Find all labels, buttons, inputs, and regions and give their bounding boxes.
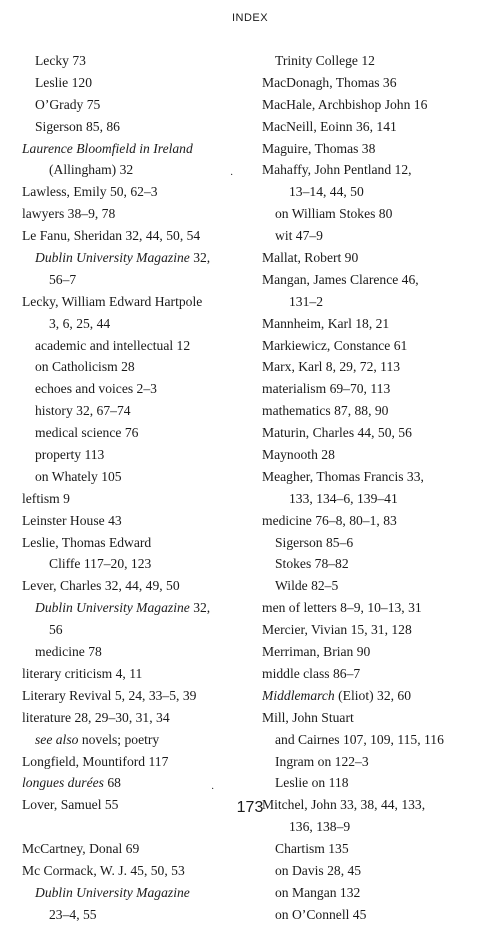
index-entry (22, 422, 252, 444)
entry-text: materialism 69–70, 113 (262, 381, 391, 397)
index-entry (262, 335, 494, 357)
entry-text: 13–14, 44, 50 (289, 184, 364, 200)
entry-text: Dublin University Magazine (35, 250, 190, 266)
index-entry (22, 575, 252, 597)
index-entry (22, 94, 252, 116)
entry-text: Mannheim, Karl 18, 21 (262, 315, 390, 331)
entry-text: Markiewicz, Constance 61 (262, 337, 408, 353)
index-entry (22, 356, 252, 378)
entry-text: Maynooth 28 (262, 447, 335, 463)
index-entry (262, 291, 494, 313)
index-entry (262, 138, 494, 160)
index-entry (22, 400, 252, 422)
entry-text: Mc Cormack, W. J. 45, 50, 53 (22, 862, 185, 878)
index-entry (22, 291, 252, 313)
entry-text: Sigerson 85, 86 (35, 118, 120, 134)
index-entry (22, 663, 252, 685)
index-entry (22, 751, 252, 773)
entry-text: Leslie 120 (35, 74, 93, 90)
index-entry (22, 619, 252, 641)
index-entry (262, 356, 494, 378)
index-entry (262, 663, 494, 685)
entry-text: Sigerson 85–6 (275, 534, 354, 550)
index-entry (262, 488, 494, 510)
index-entry (262, 225, 494, 247)
entry-text: 133, 134–6, 139–41 (289, 490, 398, 506)
index-entry (262, 553, 494, 575)
index-entry (22, 510, 252, 532)
entry-text: mathematics 87, 88, 90 (262, 403, 389, 419)
entry-text: and Cairnes 107, 109, 115, 116 (275, 731, 444, 747)
entry-text: Cliffe 117–20, 123 (49, 556, 152, 572)
stray-mark: · (230, 170, 234, 181)
index-entry (22, 378, 252, 400)
entry-text: 23–4, 55 (49, 906, 97, 922)
index-entry (22, 247, 252, 269)
entry-text: longues durées (22, 775, 104, 791)
entry-text: Leinster House 43 (22, 512, 122, 528)
index-entry (22, 882, 252, 904)
entry-text: medicine 76–8, 80–1, 83 (262, 512, 397, 528)
index-entry (22, 72, 252, 94)
index-entry (22, 532, 252, 554)
index-entry (22, 444, 252, 466)
entry-text: Middlemarch (262, 687, 335, 703)
index-entry (262, 685, 494, 707)
entry-text: Laurence Bloomfield in Ireland (22, 140, 193, 156)
entry-text: Ingram on 122–3 (275, 753, 369, 769)
index-entry (22, 860, 252, 882)
entry-text: leftism 9 (22, 490, 70, 506)
entry-text: on Mangan 132 (275, 884, 361, 900)
entry-text: literary criticism 4, 11 (22, 665, 143, 681)
entry-text: property 113 (35, 447, 105, 463)
section-gap (22, 816, 252, 838)
entry-text: Dublin University Magazine (35, 600, 190, 616)
index-entry (22, 225, 252, 247)
entry-text: MacDonagh, Thomas 36 (262, 74, 397, 90)
index-entry (22, 707, 252, 729)
index-entry (22, 181, 252, 203)
index-entry (22, 904, 252, 926)
entry-text: on Whately 105 (35, 468, 122, 484)
index-entry (22, 641, 252, 663)
entry-text: Maturin, Charles 44, 50, 56 (262, 425, 412, 441)
entry-text: on O’Connell 45 (275, 906, 367, 922)
entry-text: see also (35, 731, 79, 747)
index-entry (262, 50, 494, 72)
entry-text: on Catholicism 28 (35, 359, 135, 375)
entry-text: Meagher, Thomas Francis 33, (262, 468, 424, 484)
entry-text: wit 47–9 (275, 228, 323, 244)
index-entry (262, 72, 494, 94)
index-entry (22, 159, 252, 181)
index-entry (262, 94, 494, 116)
entry-text: 56–7 (49, 271, 77, 287)
entry-pages: 32, (189, 600, 211, 616)
entry-text: on William Stokes 80 (275, 206, 393, 222)
entry-text: Mercier, Vivian 15, 31, 128 (262, 622, 412, 638)
entry-pages: (Eliot) 32, 60 (334, 687, 412, 703)
entry-text: Marx, Karl 8, 29, 72, 113 (262, 359, 401, 375)
index-entry (262, 772, 494, 794)
entry-text: Maguire, Thomas 38 (262, 140, 376, 156)
entry-text: 136, 138–9 (289, 819, 351, 835)
index-entry (262, 269, 494, 291)
entry-text: Dublin University Magazine (35, 884, 190, 900)
entry-text: Lawless, Emily 50, 62–3 (22, 184, 158, 200)
index-entry (22, 269, 252, 291)
entry-text: Mahaffy, John Pentland 12, (262, 162, 412, 178)
entry-text: Trinity College 12 (275, 53, 375, 68)
index-entry (262, 860, 494, 882)
index-column-left (22, 50, 252, 926)
entry-text: Mill, John Stuart (262, 709, 354, 725)
entry-text: literature 28, 29–30, 31, 34 (22, 709, 170, 725)
entry-text: Lecky, William Edward Hartpole (22, 293, 203, 309)
index-entry (262, 510, 494, 532)
entry-text: medical science 76 (35, 425, 139, 441)
entry-text: Chartism 135 (275, 841, 349, 857)
index-entry (262, 816, 494, 838)
page-number: 173 (236, 799, 264, 816)
entry-text: Mitchel, John 33, 38, 44, 133, (262, 797, 426, 813)
entry-text: Wilde 82–5 (275, 578, 339, 594)
entry-text: Lever, Charles 32, 44, 49, 50 (22, 578, 180, 594)
entry-text: Lecky 73 (35, 53, 86, 68)
index-entry (22, 553, 252, 575)
entry-text: Mangan, James Clarence 46, (262, 271, 419, 287)
entry-text: MacNeill, Eoinn 36, 141 (262, 118, 397, 134)
index-entry (262, 159, 494, 181)
entry-text: Merriman, Brian 90 (262, 644, 371, 660)
index-entry (262, 247, 494, 269)
index-entry (262, 532, 494, 554)
entry-text: history 32, 67–74 (35, 403, 131, 419)
index-entry (262, 378, 494, 400)
entry-text: 3, 6, 25, 44 (49, 315, 111, 331)
entry-text: (Allingham) 32 (49, 162, 134, 178)
index-entry (262, 116, 494, 138)
entry-text: middle class 86–7 (262, 665, 361, 681)
index-entry (262, 904, 494, 926)
entry-text: Leslie on 118 (275, 775, 349, 791)
index-entry (262, 400, 494, 422)
entry-text: Mallat, Robert 90 (262, 250, 359, 266)
entry-pages: 32, (189, 250, 211, 266)
entry-text: Longfield, Mountiford 117 (22, 753, 169, 769)
index-entry (262, 313, 494, 335)
entry-text: Lover, Samuel 55 (22, 797, 119, 813)
index-entry (22, 772, 252, 794)
entry-text: Leslie, Thomas Edward (22, 534, 152, 550)
entry-text: 56 (49, 622, 63, 638)
index-entry (262, 422, 494, 444)
index-entry (262, 751, 494, 773)
index-entry (22, 50, 252, 72)
index-entry (22, 313, 252, 335)
entry-text: men of letters 8–9, 10–13, 31 (262, 600, 422, 616)
entry-text: Le Fanu, Sheridan 32, 44, 50, 54 (22, 228, 201, 244)
index-entry (262, 597, 494, 619)
running-head: INDEX (231, 12, 269, 24)
index-entry (22, 116, 252, 138)
index-entry (22, 597, 252, 619)
entry-text: echoes and voices 2–3 (35, 381, 157, 397)
index-entry (22, 729, 252, 751)
index-entry (262, 181, 494, 203)
entry-text: on Davis 28, 45 (275, 862, 362, 878)
index-entry (262, 729, 494, 751)
index-entry (262, 444, 494, 466)
index-entry (262, 707, 494, 729)
entry-text: McCartney, Donal 69 (22, 841, 140, 857)
index-entry (262, 619, 494, 641)
index-entry (262, 838, 494, 860)
index-entry (22, 335, 252, 357)
index-entry (22, 838, 252, 860)
entry-pages: 68 (103, 775, 121, 791)
entry-text: O’Grady 75 (35, 96, 101, 112)
index-entry (22, 466, 252, 488)
index-entry (262, 575, 494, 597)
entry-text: medicine 78 (35, 644, 102, 660)
entry-text: 131–2 (289, 293, 323, 309)
index-entry (262, 641, 494, 663)
index-entry (262, 882, 494, 904)
stray-mark: · (211, 784, 215, 795)
index-entry (262, 466, 494, 488)
entry-text: Literary Revival 5, 24, 33–5, 39 (22, 687, 197, 703)
index-entry (262, 203, 494, 225)
entry-text: Stokes 78–82 (275, 556, 349, 572)
entry-text: academic and intellectual 12 (35, 337, 191, 353)
entry-text: MacHale, Archbishop John 16 (262, 96, 428, 112)
index-entry (22, 138, 252, 160)
index-entry (22, 685, 252, 707)
index-column-right (262, 50, 494, 926)
entry-text: lawyers 38–9, 78 (22, 206, 116, 222)
index-entry (22, 203, 252, 225)
entry-pages: novels; poetry (78, 731, 160, 747)
index-entry (22, 488, 252, 510)
